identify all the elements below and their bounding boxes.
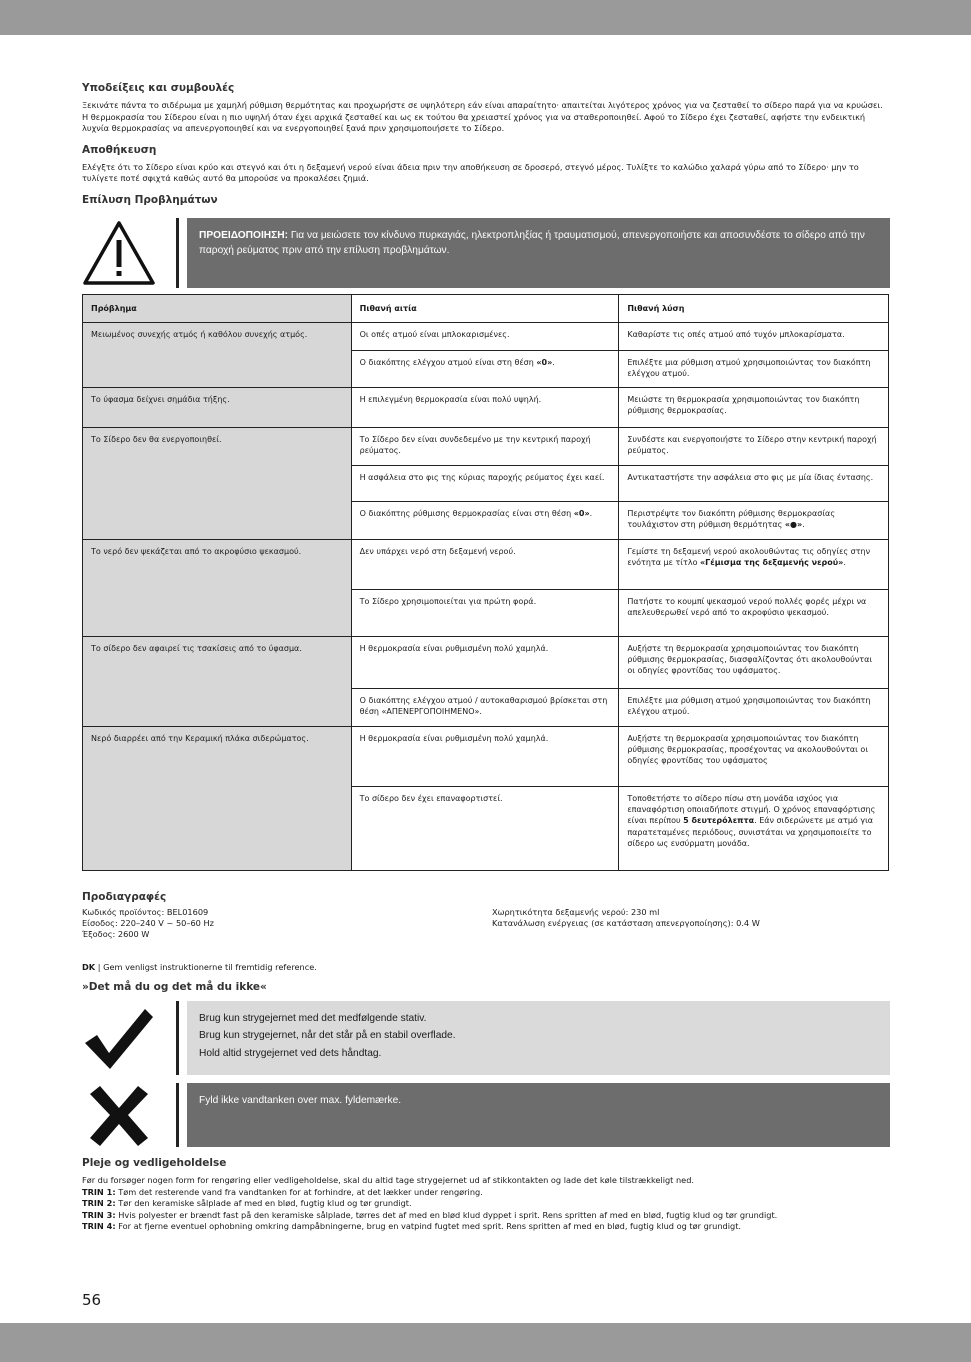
spec-item: Χωρητικότητα δεξαμενής νερού: 230 ml	[492, 906, 660, 917]
step-text: Tør den keramiske sålplade af med en blød, fugtig klud og tør grundigt.	[115, 1198, 412, 1209]
storage-section	[82, 144, 890, 185]
care-title: Pleje og vedligeholdelse	[82, 1156, 227, 1169]
warning-block	[82, 218, 890, 288]
tips-paragraph-1: Ξεκινάτε πάντα το σιδέρωμα με χαμηλή ρύθμιση θερμότητας και προχωρήστε σε υψηλότερη εάν είναι απαραίτητο· απαιτείται λιγότερος χρόνος για να ζεσταθεί το σίδερο παρά για να κρυώσει.	[82, 100, 883, 110]
troubleshooting-table	[82, 294, 889, 871]
solution-cell: Καθαρίστε τις οπές ατμού από τυχόν μπλοκαρίσματα.	[619, 322, 889, 350]
tips-title: Υποδείξεις και συμβουλές	[82, 82, 235, 94]
care-step	[82, 1198, 890, 1210]
cause-cell: Ο διακόπτης ελέγχου ατμού / αυτοκαθαρισμού βρίσκεται στη θέση «ΑΠΕΝΕΡΓΟΠΟΙΗΜΕΝΟ».	[351, 688, 619, 726]
troubleshooting-title: Επίλυση Προβλημάτων	[82, 193, 218, 206]
care-step	[82, 1187, 890, 1199]
warning-label: ΠΡΟΕΙΔΟΠΟΙΗΣΗ:	[199, 229, 289, 241]
care-section	[82, 1157, 890, 1233]
cause-cell: Η θερμοκρασία είναι ρυθμισμένη πολύ χαμηλά.	[351, 726, 619, 786]
header-cause: Πιθανή αιτία	[351, 294, 619, 322]
cause-cell: Η θερμοκρασία είναι ρυθμισμένη πολύ χαμηλά.	[351, 636, 619, 688]
solution-cell: Μειώστε τη θερμοκρασία χρησιμοποιώντας τον διακόπτη ρύθμισης θερμοκρασίας.	[619, 387, 889, 427]
specs-left	[82, 907, 492, 940]
spec-item: Έξοδος: 2600 W	[82, 928, 150, 939]
cause-cell: Δεν υπάρχει νερό στη δεξαμενή νερού.	[351, 539, 619, 589]
step-text: Hvis polyester er brændt fast på den keramiske sålplade, tørres det af med en blød klud dyppet i sprit. Rens spritten af med en blød, fugtig klud og tør grundigt.	[115, 1209, 778, 1220]
specs-title: Προδιαγραφές	[82, 890, 167, 903]
solution-cell: Γεμίστε τη δεξαμενή νερού ακολουθώντας τις οδηγίες στην ενότητα με τίτλο «Γέμισμα της δεξαμενής νερού».	[619, 539, 889, 589]
header-solution: Πιθανή λύση	[619, 294, 889, 322]
warning-text: Για να μειώσετε τον κίνδυνο πυρκαγιάς, ηλεκτροπληξίας ή τραυματισμού, απενεργοποιήστε και αποσυνδέστε το σίδερο από την παροχή ρεύματος πριν από την επίλυση προβλημάτων.	[199, 229, 865, 256]
dos-item: Brug kun strygejernet med det medfølgende stativ.	[199, 1012, 427, 1024]
cause-cell: Ο διακόπτης ελέγχου ατμού είναι στη θέση «0».	[351, 350, 619, 387]
problem-cell: Το νερό δεν ψεκάζεται από το ακροφύσιο ψεκασμού.	[83, 539, 352, 636]
tips-paragraph-2: Η θερμοκρασία του Σίδερου είναι η πιο υψηλή όταν έχει αρχικά ζεσταθεί και ως εκ τούτου θα χρειαστεί χρόνος για να σταθεροποιηθεί. Αφού το Σίδερο έχει ζεσταθεί, αφήστε την ενδεικτική λυχνία θερμοκρασίας να απενεργοποιηθεί και να ενεργοποιηθεί ξανά πριν χρησιμοποιήσετε το Σίδερο.	[82, 111, 866, 134]
solution-cell: Αυξήστε τη θερμοκρασία χρησιμοποιώντας τον διακόπτη ρύθμισης θερμοκρασίας, διασφαλίζοντας ότι ακολουθούνται οι οδηγίες φροντίδας του υφάσματος.	[619, 636, 889, 688]
top-bar	[0, 0, 971, 35]
solution-cell: Πατήστε το κουμπί ψεκασμού νερού πολλές φορές μέχρι να απελευθερωθεί νερό από το ακροφύσιο ψεκασμού.	[619, 589, 889, 636]
care-step	[82, 1210, 890, 1222]
spec-item: Είσοδος: 220–240 V ~ 50–60 Hz	[82, 917, 214, 928]
solution-cell: Αντικαταστήστε την ασφάλεια στο φις με μία ίδιας έντασης.	[619, 465, 889, 501]
donts-block	[82, 1083, 890, 1147]
table-row	[83, 427, 889, 465]
cause-cell: Το σίδερο δεν έχει επαναφορτιστεί.	[351, 786, 619, 870]
table-row	[83, 726, 889, 786]
cause-cell: Ο διακόπτης ρύθμισης θερμοκρασίας είναι στη θέση «0».	[351, 501, 619, 539]
dos-title: »Det må du og det må du ikke«	[82, 980, 267, 993]
warning-divider	[176, 218, 179, 288]
solution-cell: Τοποθετήστε το σίδερο πίσω στη μονάδα ισχύος για επαναφόρτιση οποιαδήποτε στιγμή. Ο χρόνος επαναφόρτισης είναι περίπου 5 δευτερόλεπτα. Εάν σιδερώνετε με ατμό για παρατεταμένες περιόδους, συνιστάται να χρησιμοποιείτε το σίδερο ως ενσύρματη μονάδα.	[619, 786, 889, 870]
problem-cell: Μειωμένος συνεχής ατμός ή καθόλου συνεχής ατμός.	[83, 322, 352, 387]
solution-cell: Περιστρέψτε τον διακόπτη ρύθμισης θερμοκρασίας τουλάχιστον στη ρύθμιση θερμότητας «●».	[619, 501, 889, 539]
step-text: Tøm det resterende vand fra vandtanken for at forhindre, at det lækker under rengøring.	[115, 1186, 483, 1197]
troubleshooting-section	[82, 194, 890, 871]
step-label: TRIN 3:	[82, 1209, 116, 1220]
dk-code: DK	[82, 961, 96, 972]
dos-item: Hold altid strygejernet ved dets håndtag.	[199, 1047, 382, 1059]
cause-cell: Η επιλεγμένη θερμοκρασία είναι πολύ υψηλή.	[351, 387, 619, 427]
cause-cell: Οι οπές ατμού είναι μπλοκαρισμένες.	[351, 322, 619, 350]
solution-cell: Αυξήστε τη θερμοκρασία χρησιμοποιώντας τον διακόπτη ρύθμισης θερμοκρασίας, προσέχοντας να ακολουθούνται οι οδηγίες φροντίδας του υφάσματος	[619, 726, 889, 786]
table-row	[83, 636, 889, 688]
bottom-bar	[0, 1323, 971, 1362]
specs-section	[82, 891, 890, 940]
storage-paragraph: Ελέγξτε ότι το Σίδερο είναι κρύο και στεγνό και ότι η δεξαμενή νερού είναι άδεια πριν την αποθήκευση σε δροσερό, στεγνό μέρος. Τυλίξτε το καλώδιο χαλαρά γύρω από το Σίδερο· μην το τυλίγετε ποτέ σφιχτά καθώς αυτό θα μπορούσε να προκαλέσει ζημιά.	[82, 161, 859, 184]
cross-icon	[82, 1083, 156, 1147]
step-label: TRIN 4:	[82, 1221, 116, 1232]
step-label: TRIN 1:	[82, 1186, 116, 1197]
storage-title: Αποθήκευση	[82, 143, 157, 156]
solution-cell: Συνδέστε και ενεργοποιήστε το Σίδερο στην κεντρική παροχή ρεύματος.	[619, 427, 889, 465]
specs-columns	[82, 907, 890, 940]
problem-cell: Το σίδερο δεν αφαιρεί τις τσακίσεις από το ύφασμα.	[83, 636, 352, 726]
page-content	[82, 82, 890, 1233]
care-intro: Før du forsøger nogen form for rengøring eller vedligeholdelse, skal du altid tage strygejernet ud af stikkontakten og lade det køle tilstrækkeligt ned.	[82, 1174, 695, 1185]
problem-cell: Το Σίδερο δεν θα ενεργοποιηθεί.	[83, 427, 352, 539]
care-step	[82, 1221, 890, 1233]
table-header-row	[83, 294, 889, 322]
table-row	[83, 539, 889, 589]
specs-right	[492, 907, 760, 940]
header-problem: Πρόβλημα	[83, 294, 352, 322]
warning-triangle-icon	[82, 220, 156, 286]
dk-intro	[82, 962, 890, 972]
checkmark-icon	[82, 1001, 156, 1075]
table-row	[83, 322, 889, 350]
solution-cell: Επιλέξτε μια ρύθμιση ατμού χρησιμοποιώντας τον διακόπτη ελέγχου ατμού.	[619, 688, 889, 726]
problem-cell: Νερό διαρρέει από την Κεραμική πλάκα σιδερώματος.	[83, 726, 352, 870]
warning-box	[187, 218, 890, 288]
dos-divider	[176, 1001, 179, 1075]
step-label: TRIN 2:	[82, 1198, 116, 1209]
donts-box: Fyld ikke vandtanken over max. fyldemærke.	[187, 1083, 890, 1147]
cause-cell: Το Σίδερο χρησιμοποιείται για πρώτη φορά.	[351, 589, 619, 636]
problem-cell: Το ύφασμα δείχνει σημάδια τήξης.	[83, 387, 352, 427]
page-number: 56	[82, 1291, 102, 1309]
solution-cell: Επιλέξτε μια ρύθμιση ατμού χρησιμοποιώντας τον διακόπτη ελέγχου ατμού.	[619, 350, 889, 387]
cause-cell: Η ασφάλεια στο φις της κύριας παροχής ρεύματος έχει καεί.	[351, 465, 619, 501]
table-row	[83, 387, 889, 427]
cause-cell: Το Σίδερο δεν είναι συνδεδεμένο με την κεντρική παροχή ρεύματος.	[351, 427, 619, 465]
donts-divider	[176, 1083, 179, 1147]
spec-item: Κατανάλωση ενέργειας (σε κατάσταση απενεργοποίησης): 0.4 W	[492, 917, 760, 928]
dos-item: Brug kun strygejernet, når det står på en stabil overflade.	[199, 1030, 456, 1042]
spec-item: Κωδικός προϊόντος: BEL01609	[82, 906, 209, 917]
dos-box	[187, 1001, 890, 1075]
dk-intro-text: | Gem venligst instruktionerne til fremtidig reference.	[95, 961, 317, 972]
tips-section	[82, 82, 890, 135]
dos-block	[82, 1001, 890, 1075]
step-text: For at fjerne eventuel ophobning omkring dampåbningerne, brug en vatpind fugtet med sprit. Rens spritten af med en blød, fugtig klud og tør grundigt.	[115, 1221, 742, 1232]
